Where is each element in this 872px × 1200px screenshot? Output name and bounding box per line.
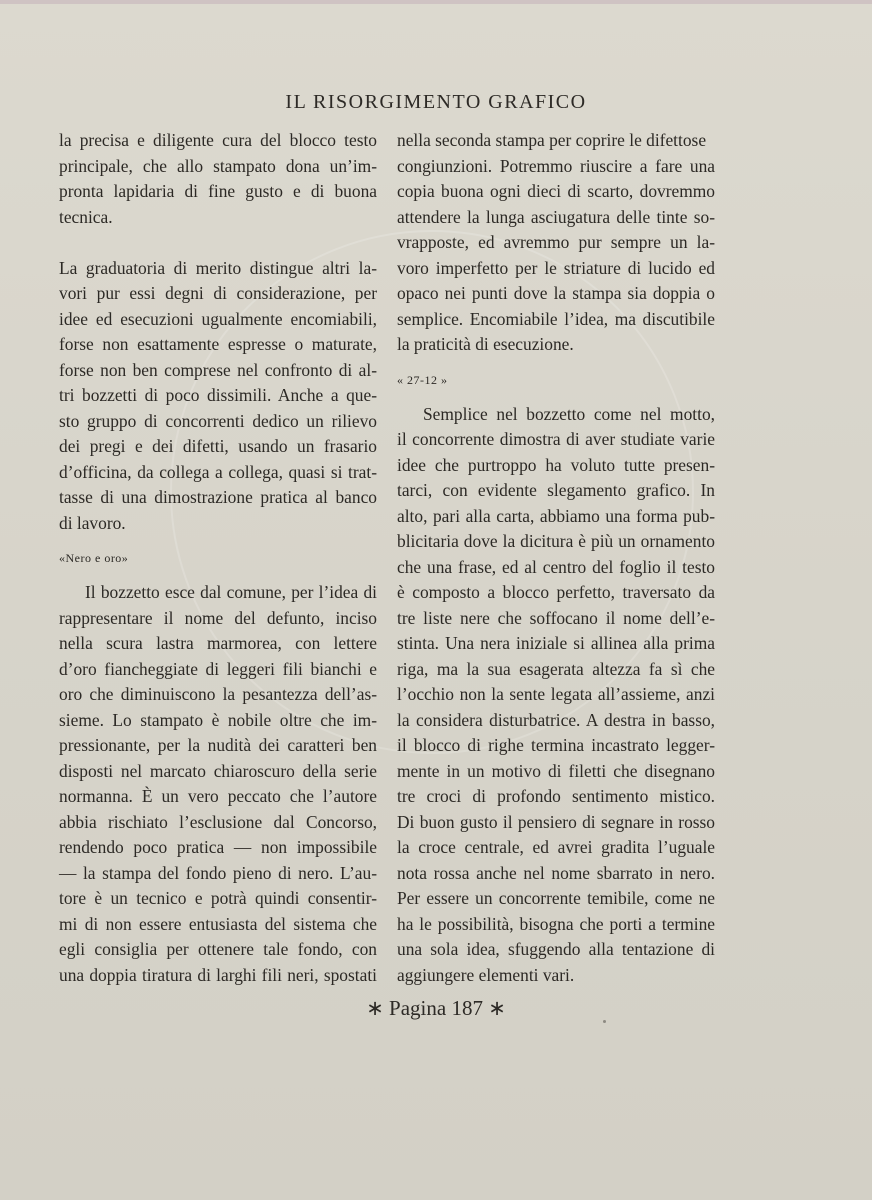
text-line: normanna. È un vero peccato che l’autore xyxy=(59,786,377,806)
text-line: La graduatoria di merito distingue altri la- xyxy=(59,257,377,278)
text-line: oro che diminuiscono la pesantezza dell’as- xyxy=(59,684,377,704)
text-line: vrapposte, ed avremmo pur sempre un la- xyxy=(397,232,715,252)
text-line: vori pur essi degni di considerazione, per xyxy=(59,283,377,303)
text-line: pronta lapidaria di fine gusto e di buona xyxy=(59,181,377,201)
text-line: principale, che allo stampato dona un’im- xyxy=(59,155,377,176)
text-line: una sola idea, sfuggendo alla tentazione di xyxy=(397,939,715,959)
right-text-block-2 xyxy=(397,402,715,989)
paper-speck xyxy=(603,1020,606,1023)
text-line: riga, ma la sua esagerata altezza fa sì che xyxy=(397,658,715,679)
running-header: IL RISORGIMENTO GRAFICO xyxy=(285,91,587,113)
text-line: congiunzioni. Potremmo riuscire a fare una xyxy=(397,155,715,176)
text-line: egli consiglia per ottenere tale fondo, con xyxy=(59,939,377,959)
text-line: è composto a blocco perfetto, traversato da xyxy=(397,582,715,602)
caption-27-12: « 27-12 » xyxy=(397,372,448,387)
text-line: sieme. Lo stampato è nobile oltre che im- xyxy=(59,709,377,730)
right-text-block-1 xyxy=(397,128,715,358)
text-line: una doppia tiratura di larghi fili neri, spostati xyxy=(59,964,377,985)
text-line: che una frase, ed al centro del foglio il testo xyxy=(397,556,715,577)
text-line: Di buon gusto il pensiero di segnare in rosso xyxy=(397,811,715,832)
text-line: stinta. Una nera iniziale si allinea alla prima xyxy=(397,633,715,653)
text-line: la praticità di esecuzione. xyxy=(397,334,574,354)
text-line: rendendo poco pratica — non impossibile xyxy=(59,837,377,857)
text-line: ha le possibilità, bisogna che porti a termine xyxy=(397,913,715,934)
paragraph-gap xyxy=(59,230,377,256)
text-line: tre liste nere che soffocano il nome dell’e- xyxy=(397,607,715,628)
text-line: la croce centrale, ed avrei gradita l’uguale xyxy=(397,837,715,857)
text-line: voro imperfetto per le striature di lucido ed xyxy=(397,257,715,278)
text-line: l’occhio non la sente legata all’assieme, anzi xyxy=(397,684,715,704)
caption-nero-e-oro: «Nero e oro» xyxy=(59,551,129,565)
text-line: tecnica. xyxy=(59,206,113,227)
text-line: aggiungere elementi vari. xyxy=(397,964,575,985)
page-number: ∗ Pagina 187 ∗ xyxy=(366,996,506,1020)
text-line: — la stampa del fondo pieno di nero. L’au- xyxy=(59,862,377,883)
text-line: il blocco di righe termina incastrato legger- xyxy=(397,735,715,755)
left-column xyxy=(59,128,377,988)
page-top-edge xyxy=(0,0,872,4)
text-line: copia buona ogni dieci di scarto, dovremmo xyxy=(397,181,715,201)
text-line: d’oro fiancheggiate di leggeri fili bianchi e xyxy=(59,658,377,679)
text-line: forse non ben comprese nel confronto di al- xyxy=(59,359,377,380)
text-line: alto, pari alla carta, abbiamo una forma pub- xyxy=(397,505,715,526)
text-line: Il bozzetto esce dal comune, per l’idea di xyxy=(85,582,377,602)
text-line: Per essere un concorrente temibile, come ne xyxy=(397,888,715,908)
text-line: attendere la lunga asciugatura delle tinte so- xyxy=(397,206,715,227)
text-line: tasse di una dimostrazione pratica al banco xyxy=(59,487,377,507)
text-line: nella seconda stampa per coprire le difettose xyxy=(397,130,707,150)
text-line: forse non esattamente espresse o maturate, xyxy=(59,334,377,354)
text-line: rappresentare il nome del defunto, inciso xyxy=(59,607,377,628)
text-line: tarci, con evidente slegamento grafico. In xyxy=(397,480,715,500)
text-line: sto gruppo di concorrenti dedico un rilievo xyxy=(59,410,377,431)
text-line: la precisa e diligente cura del blocco testo xyxy=(59,130,377,150)
text-line: di lavoro. xyxy=(59,512,126,533)
text-line: mente in un motivo di filetti che disegnano xyxy=(397,760,715,781)
text-line: dei pregi e dei difetti, usando un frasario xyxy=(59,436,377,456)
left-text-block-2 xyxy=(59,580,377,988)
text-line: tre croci di profondo sentimento mistico. xyxy=(397,786,715,806)
text-line: opaco nei punti dove la stampa sia doppia o xyxy=(397,283,715,303)
text-line: la considera disturbatrice. A destra in basso, xyxy=(397,709,715,730)
text-line: idee che purtroppo ha voluto tutte presen- xyxy=(397,454,715,475)
text-line: tore è un tecnico e potrà quindi consentir- xyxy=(59,888,377,908)
text-line: Semplice nel bozzetto come nel motto, xyxy=(423,403,715,424)
text-line: semplice. Encomiabile l’idea, ma discutibile xyxy=(397,308,715,329)
text-line: d’officina, da collega a collega, quasi si trat- xyxy=(59,461,377,482)
text-line: nota rossa anche nel nome sbarrato in nero. xyxy=(397,862,715,883)
text-line: tri bozzetti di poco dissimili. Anche a que- xyxy=(59,385,377,405)
text-line: disposti nel marcato chiaroscuro della serie xyxy=(59,760,377,781)
text-line: abbia rischiato l’esclusione dal Concorso, xyxy=(59,811,377,832)
text-line: il concorrente dimostra di aver studiate varie xyxy=(397,429,715,449)
text-line: blicitaria dove la dicitura è più un ornamento xyxy=(397,531,715,551)
right-column xyxy=(397,128,715,988)
text-line: pressionante, per la nudità dei caratteri ben xyxy=(59,735,377,755)
text-line: idee ed esecuzioni ugualmente encomiabili, xyxy=(59,308,377,329)
text-line: mi di non essere entusiasta del sistema che xyxy=(59,913,377,934)
left-text-block-1 xyxy=(59,128,377,536)
text-line: nella scura lastra marmorea, con lettere xyxy=(59,633,377,653)
